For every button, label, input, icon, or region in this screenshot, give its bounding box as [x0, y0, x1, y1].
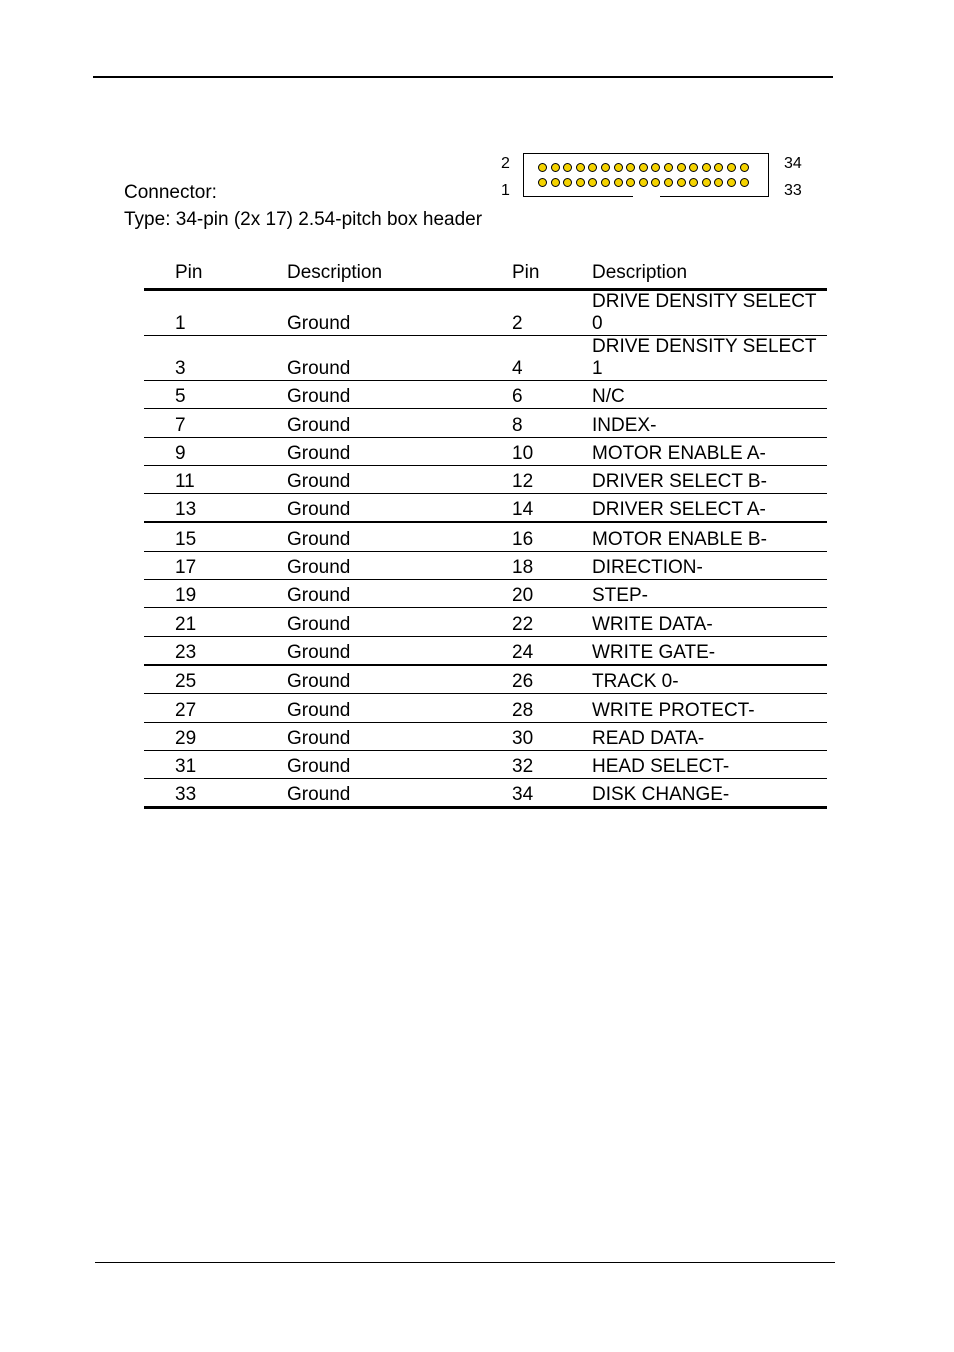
pin-assignment-table — [144, 258, 827, 809]
cell-description: N/C — [592, 381, 827, 409]
table-row — [144, 750, 827, 778]
cell-description: INDEX- — [592, 409, 827, 437]
cell-description: WRITE GATE- — [592, 636, 827, 665]
cell-pin: 20 — [512, 580, 592, 608]
cell-description: Ground — [287, 722, 512, 750]
cell-pin: 25 — [144, 665, 287, 694]
connector-pin — [538, 163, 547, 172]
table-row — [144, 665, 827, 694]
pin-row-odd — [538, 178, 749, 187]
cell-pin: 2 — [512, 290, 592, 336]
cell-description: DRIVE DENSITY SELECT 1 — [592, 336, 827, 381]
cell-pin: 15 — [144, 522, 287, 551]
cell-pin: 11 — [144, 465, 287, 493]
cell-pin: 23 — [144, 636, 287, 665]
cell-pin: 28 — [512, 694, 592, 722]
cell-description: Ground — [287, 336, 512, 381]
pin-label-top-right: 34 — [784, 155, 802, 172]
connector-pin — [626, 178, 635, 187]
cell-pin: 3 — [144, 336, 287, 381]
cell-pin: 10 — [512, 437, 592, 465]
connector-pin — [664, 178, 673, 187]
cell-description: MOTOR ENABLE A- — [592, 437, 827, 465]
connector-pin — [727, 178, 736, 187]
connector-pin — [689, 163, 698, 172]
cell-pin: 1 — [144, 290, 287, 336]
cell-description: STEP- — [592, 580, 827, 608]
connector-pin — [740, 163, 749, 172]
table-header-row — [144, 258, 827, 290]
connector-pin — [538, 178, 547, 187]
cell-pin: 12 — [512, 465, 592, 493]
connector-pin — [639, 163, 648, 172]
cell-description: Ground — [287, 636, 512, 665]
connector-type: Type: 34-pin (2x 17) 2.54-pitch box header — [124, 209, 483, 230]
table-row — [144, 290, 827, 336]
table-row — [144, 580, 827, 608]
header-pin: Pin — [144, 258, 287, 290]
header-description: Description — [592, 258, 827, 290]
connector-pin — [651, 163, 660, 172]
table-row — [144, 551, 827, 579]
cell-description: WRITE DATA- — [592, 608, 827, 636]
cell-description: Ground — [287, 465, 512, 493]
cell-pin: 9 — [144, 437, 287, 465]
connector-pin — [576, 178, 585, 187]
cell-pin: 32 — [512, 750, 592, 778]
connector-pin — [714, 178, 723, 187]
table-row — [144, 494, 827, 523]
header-rule — [93, 76, 833, 78]
cell-description: DRIVER SELECT A- — [592, 494, 827, 523]
connector-key-notch — [633, 195, 660, 199]
pin-label-bottom-right: 33 — [784, 182, 802, 199]
cell-description: Ground — [287, 665, 512, 694]
cell-description: DISK CHANGE- — [592, 779, 827, 808]
cell-pin: 8 — [512, 409, 592, 437]
cell-pin: 13 — [144, 494, 287, 523]
cell-pin: 14 — [512, 494, 592, 523]
cell-pin: 30 — [512, 722, 592, 750]
connector-pin — [689, 178, 698, 187]
connector-pin — [551, 178, 560, 187]
cell-description: DIRECTION- — [592, 551, 827, 579]
cell-description: Ground — [287, 580, 512, 608]
connector-diagram — [523, 153, 769, 197]
cell-pin: 4 — [512, 336, 592, 381]
cell-pin: 21 — [144, 608, 287, 636]
cell-description: Ground — [287, 437, 512, 465]
table-row — [144, 636, 827, 665]
connector-pin — [563, 163, 572, 172]
connector-label: Connector: — [124, 182, 217, 203]
connector-pin — [626, 163, 635, 172]
connector-pin — [714, 163, 723, 172]
cell-pin: 22 — [512, 608, 592, 636]
table-row — [144, 694, 827, 722]
cell-description: Ground — [287, 494, 512, 523]
cell-description: Ground — [287, 290, 512, 336]
table-row — [144, 437, 827, 465]
table-row — [144, 336, 827, 381]
header-pin: Pin — [512, 258, 592, 290]
connector-pin — [740, 178, 749, 187]
connector-pin — [664, 163, 673, 172]
connector-pin — [588, 163, 597, 172]
cell-pin: 34 — [512, 779, 592, 808]
cell-description: Ground — [287, 694, 512, 722]
cell-description: Ground — [287, 750, 512, 778]
connector-pin — [639, 178, 648, 187]
connector-pin — [677, 178, 686, 187]
cell-description: HEAD SELECT- — [592, 750, 827, 778]
cell-description: Ground — [287, 608, 512, 636]
cell-description: Ground — [287, 522, 512, 551]
cell-pin: 33 — [144, 779, 287, 808]
cell-pin: 19 — [144, 580, 287, 608]
pin-label-bottom-left: 1 — [501, 182, 510, 199]
cell-pin: 29 — [144, 722, 287, 750]
table-row — [144, 608, 827, 636]
pin-row-even — [538, 163, 749, 172]
connector-pin — [601, 178, 610, 187]
cell-description: Ground — [287, 551, 512, 579]
cell-pin: 5 — [144, 381, 287, 409]
pin-label-top-left: 2 — [501, 155, 510, 172]
table-row — [144, 522, 827, 551]
cell-pin: 26 — [512, 665, 592, 694]
footer-rule — [95, 1262, 835, 1263]
cell-pin: 24 — [512, 636, 592, 665]
cell-description: READ DATA- — [592, 722, 827, 750]
connector-pin — [563, 178, 572, 187]
connector-pin — [551, 163, 560, 172]
connector-pin — [614, 163, 623, 172]
table-row — [144, 409, 827, 437]
cell-pin: 17 — [144, 551, 287, 579]
table-row — [144, 779, 827, 808]
header-description: Description — [287, 258, 512, 290]
cell-description: DRIVE DENSITY SELECT 0 — [592, 290, 827, 336]
connector-pin — [588, 178, 597, 187]
table-row — [144, 722, 827, 750]
cell-pin: 18 — [512, 551, 592, 579]
connector-pin — [576, 163, 585, 172]
table-row — [144, 381, 827, 409]
cell-pin: 6 — [512, 381, 592, 409]
cell-pin: 16 — [512, 522, 592, 551]
cell-pin: 27 — [144, 694, 287, 722]
cell-pin: 7 — [144, 409, 287, 437]
cell-pin: 31 — [144, 750, 287, 778]
table-row — [144, 465, 827, 493]
cell-description: WRITE PROTECT- — [592, 694, 827, 722]
cell-description: Ground — [287, 779, 512, 808]
cell-description: Ground — [287, 409, 512, 437]
connector-pin — [702, 178, 711, 187]
connector-pin — [651, 178, 660, 187]
cell-description: TRACK 0- — [592, 665, 827, 694]
connector-pin — [614, 178, 623, 187]
cell-description: MOTOR ENABLE B- — [592, 522, 827, 551]
connector-pin — [702, 163, 711, 172]
connector-pin — [727, 163, 736, 172]
connector-pin — [601, 163, 610, 172]
cell-description: DRIVER SELECT B- — [592, 465, 827, 493]
cell-description: Ground — [287, 381, 512, 409]
connector-pin — [677, 163, 686, 172]
